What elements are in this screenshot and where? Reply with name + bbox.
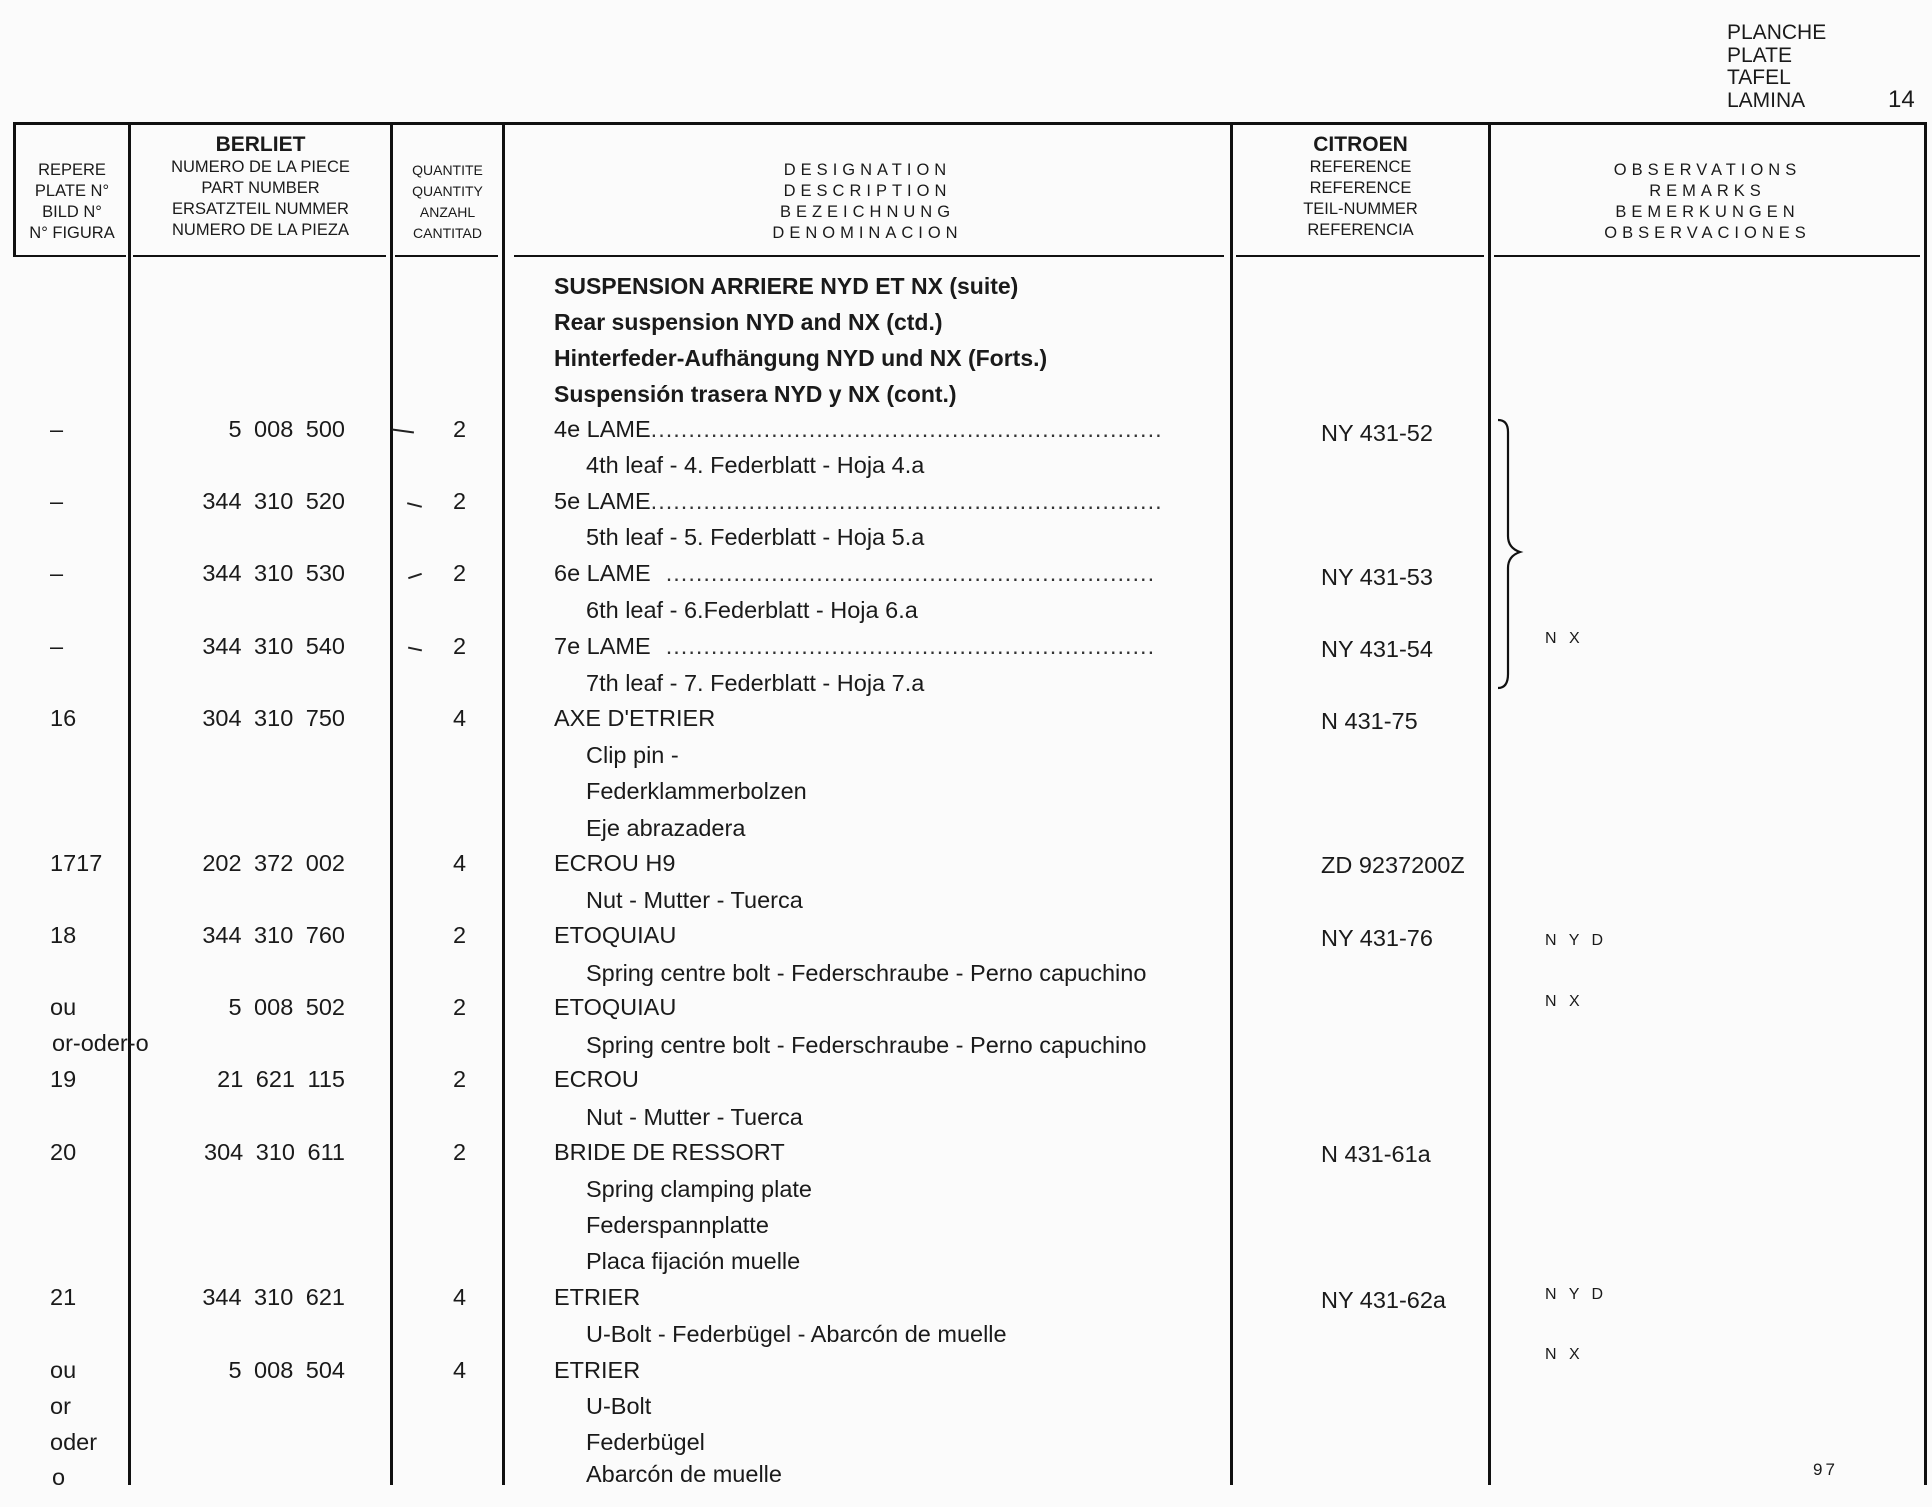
header-repere-line: REPERE	[38, 161, 106, 179]
designation-cell: ECROU H9	[554, 850, 676, 876]
designation-translation: 6th leaf - 6.Federblatt - Hoja 6.a	[586, 597, 918, 623]
section-title-de: Hinterfeder-Aufhängung NYD und NX (Forts.)	[554, 345, 1048, 371]
repere-cell: ou	[50, 1357, 77, 1383]
repere-cell: or	[50, 1393, 71, 1419]
designation-translation: Abarcón de muelle	[586, 1461, 782, 1487]
observation-cell: N X	[1545, 1346, 1584, 1363]
part-number-cell: 344 310 760	[202, 922, 345, 948]
column-rule-6	[1488, 122, 1491, 1485]
section-title-es: Suspensión trasera NYD y NX (cont.)	[554, 381, 957, 407]
header-underline-repere	[16, 255, 126, 257]
header-designation-line: BEZEICHNUNG	[779, 203, 956, 221]
header-observations-line: REMARKS	[1649, 182, 1766, 200]
repere-cell: –	[50, 416, 64, 442]
designation-cell	[554, 488, 1163, 515]
designation-translation: Spring centre bolt - Federschraube - Perno capuchino	[586, 960, 1147, 986]
designation-translation: Eje abrazadera	[586, 815, 746, 841]
header-citroen-line: REFERENCE	[1309, 179, 1412, 197]
designation-translation: U-Bolt	[586, 1393, 652, 1419]
header-observations-line: OBSERVACIONES	[1604, 224, 1811, 242]
header-berliet-line: NUMERO DE LA PIECE	[171, 158, 350, 176]
header-repere	[16, 160, 128, 244]
designation-text: 7e LAME	[554, 633, 651, 659]
part-number-cell: 21 621 115	[217, 1066, 345, 1092]
designation-translation: Federbügel	[586, 1429, 705, 1455]
part-number-cell: 344 310 530	[202, 560, 345, 586]
dot-leader: .................................................................	[650, 560, 1156, 586]
repere-cell: –	[50, 633, 64, 659]
column-rule-4	[502, 122, 505, 1485]
quantity-cell: 2	[453, 560, 467, 586]
designation-cell: AXE D'ETRIER	[554, 705, 716, 731]
part-number-cell: 344 310 621	[202, 1284, 345, 1310]
plate-label-de: TAFEL	[1727, 66, 1791, 89]
repere-cell: oder	[50, 1429, 98, 1455]
plate-label-fr: PLANCHE	[1727, 21, 1827, 44]
header-quantite-line: QUANTITY	[412, 183, 483, 199]
header-quantite-line: ANZAHL	[419, 204, 476, 220]
designation-translation: Placa fijación muelle	[586, 1248, 801, 1274]
qty-tick-mark	[392, 428, 414, 433]
header-quantite	[393, 160, 502, 244]
repere-cell: 16	[50, 705, 77, 731]
header-underline-citroen	[1236, 255, 1484, 257]
header-designation-line: DESCRIPTION	[783, 182, 952, 200]
repere-cell: 1717	[50, 850, 103, 876]
section-title-en: Rear suspension NYD and NX (ctd.)	[554, 309, 943, 335]
header-berliet-line: ERSATZTEIL NUMMER	[172, 200, 349, 218]
header-repere-line: BILD N°	[42, 203, 102, 221]
header-underline-observations	[1494, 255, 1920, 257]
part-number-cell: 304 310 750	[202, 705, 345, 731]
designation-cell	[554, 416, 1163, 443]
part-number-cell: 5 008 500	[228, 416, 345, 442]
section-title-fr: SUSPENSION ARRIERE NYD ET NX (suite)	[554, 273, 1019, 299]
qty-tick-mark	[408, 573, 422, 579]
designation-cell: ETRIER	[554, 1284, 641, 1310]
designation-translation: Spring clamping plate	[586, 1176, 812, 1202]
designation-translation: Federklammerbolzen	[586, 778, 807, 804]
quantity-cell: 2	[453, 1066, 467, 1092]
page-number: 97	[1813, 1460, 1838, 1479]
header-repere-line: PLATE N°	[34, 182, 110, 200]
dot-leader: ....................................................................	[650, 488, 1163, 514]
designation-translation: U-Bolt - Federbügel - Abarcón de muelle	[586, 1321, 1007, 1347]
designation-cell: ETOQUIAU	[554, 994, 677, 1020]
quantity-cell: 4	[453, 705, 467, 731]
designation-translation: Nut - Mutter - Tuerca	[586, 1104, 803, 1130]
header-berliet-line: PART NUMBER	[201, 179, 320, 197]
designation-cell	[554, 560, 1155, 587]
table-top-rule	[13, 122, 1927, 125]
repere-cell: 18	[50, 922, 77, 948]
header-citroen-line: REFERENCIA	[1307, 221, 1414, 239]
column-rule-5	[1230, 122, 1233, 1485]
header-underline-berliet	[133, 255, 386, 257]
observation-cell: N X	[1545, 993, 1584, 1010]
citroen-ref-cell: NY 431-76	[1321, 925, 1433, 951]
header-designation	[505, 160, 1230, 244]
plate-labels	[1727, 22, 1826, 112]
repere-cell: –	[50, 560, 64, 586]
quantity-cell: 4	[453, 850, 467, 876]
quantity-cell: 2	[453, 994, 467, 1020]
plate-label-es: LAMINA	[1727, 88, 1806, 112]
citroen-ref-cell: NY 431-53	[1321, 564, 1433, 590]
dot-leader: ....................................................................	[650, 416, 1163, 442]
header-designation-line: DESIGNATION	[783, 161, 952, 179]
designation-cell: BRIDE DE RESSORT	[554, 1139, 785, 1165]
header-berliet	[131, 133, 390, 241]
repere-cell: 21	[50, 1284, 77, 1310]
citroen-ref-cell: NY 431-52	[1321, 420, 1433, 446]
observation-cell: N X	[1545, 630, 1584, 647]
designation-text: 4e LAME	[554, 416, 651, 442]
designation-text: 5e LAME	[554, 488, 651, 514]
header-berliet-title: BERLIET	[215, 133, 306, 156]
quantity-cell: 2	[453, 922, 467, 948]
designation-cell	[554, 633, 1155, 660]
citroen-ref-cell: NY 431-54	[1321, 636, 1433, 662]
citroen-ref-cell: NY 431-62a	[1321, 1287, 1446, 1313]
designation-translation: Spring centre bolt - Federschraube - Perno capuchino	[586, 1032, 1147, 1058]
qty-tick-mark	[408, 647, 422, 652]
column-rule-7	[1924, 122, 1927, 1485]
header-quantite-line: QUANTITE	[412, 162, 483, 178]
part-number-cell: 304 310 611	[204, 1139, 345, 1165]
designation-translation: 4th leaf - 4. Federblatt - Hoja 4.a	[586, 452, 925, 478]
designation-translation: 5th leaf - 5. Federblatt - Hoja 5.a	[586, 524, 925, 550]
header-quantite-line: CANTITAD	[413, 225, 482, 241]
group-brace	[1496, 418, 1536, 690]
header-underline-qty	[395, 255, 498, 257]
qty-tick-mark	[407, 502, 422, 508]
header-observations-line: OBSERVATIONS	[1613, 161, 1802, 179]
designation-text: 6e LAME	[554, 560, 651, 586]
quantity-cell: 2	[453, 1139, 467, 1165]
header-berliet-line: NUMERO DE LA PIEZA	[172, 221, 349, 239]
plate-label-en: PLATE	[1727, 43, 1792, 67]
header-underline-designation	[514, 255, 1224, 257]
header-citroen-line: TEIL-NUMMER	[1303, 200, 1418, 218]
designation-cell: ETRIER	[554, 1357, 641, 1383]
part-number-cell: 202 372 002	[202, 850, 345, 876]
header-citroen-line: REFERENCE	[1309, 158, 1412, 176]
citroen-ref-cell: ZD 9237200Z	[1321, 852, 1465, 878]
quantity-cell: 2	[453, 488, 467, 514]
dot-leader: .................................................................	[650, 633, 1156, 659]
citroen-ref-cell: N 431-61a	[1321, 1141, 1431, 1167]
repere-cell: 19	[50, 1066, 77, 1092]
quantity-cell: 2	[453, 633, 467, 659]
quantity-cell: 4	[453, 1284, 467, 1310]
column-rule-2	[128, 122, 131, 1485]
part-number-cell: 5 008 504	[228, 1357, 345, 1383]
plate-number: 14	[1888, 86, 1915, 113]
quantity-cell: 2	[453, 416, 467, 442]
designation-translation: Clip pin -	[586, 742, 679, 768]
header-citroen-title: CITROEN	[1313, 133, 1408, 156]
repere-cell: ou	[50, 994, 77, 1020]
repere-cell: or-oder-o	[52, 1030, 149, 1056]
quantity-cell: 4	[453, 1357, 467, 1383]
part-number-cell: 344 310 540	[202, 633, 345, 659]
part-number-cell: 344 310 520	[202, 488, 345, 514]
observation-cell: N Y D	[1545, 1286, 1608, 1303]
repere-cell: –	[50, 488, 64, 514]
header-observations-line: BEMERKUNGEN	[1615, 203, 1800, 221]
header-citroen	[1233, 133, 1488, 241]
designation-cell: ETOQUIAU	[554, 922, 677, 948]
observation-cell: N Y D	[1545, 932, 1608, 949]
header-observations	[1491, 160, 1924, 244]
designation-cell: ECROU	[554, 1066, 639, 1092]
designation-translation: Nut - Mutter - Tuerca	[586, 887, 803, 913]
designation-translation: Federspannplatte	[586, 1212, 769, 1238]
repere-cell: 20	[50, 1139, 77, 1165]
column-rule-3	[390, 122, 393, 1485]
repere-cell: o	[52, 1464, 66, 1490]
part-number-cell: 5 008 502	[228, 994, 345, 1020]
citroen-ref-cell: N 431-75	[1321, 708, 1418, 734]
header-repere-line: N° FIGURA	[29, 224, 115, 242]
designation-translation: 7th leaf - 7. Federblatt - Hoja 7.a	[586, 670, 925, 696]
header-designation-line: DENOMINACION	[772, 224, 963, 242]
